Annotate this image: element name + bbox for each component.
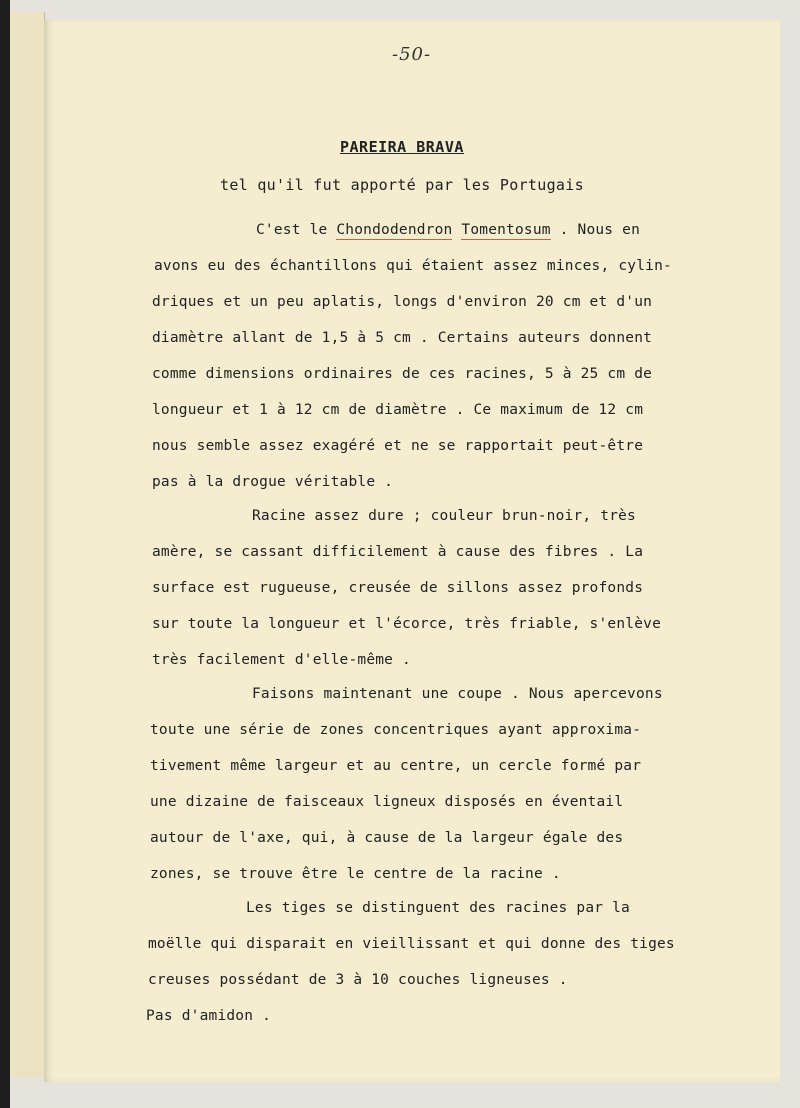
page-subtitle: tel qu'il fut apporté par les Portugais [220,176,584,194]
text-line: Racine assez dure ; couleur brun-noir, très [252,508,636,524]
page-number: -50- [392,44,432,65]
page-title: PAREIRA BRAVA [340,138,464,156]
text-line: nous semble assez exagéré et ne se rapportait peut-être [152,438,644,454]
underlined-species-name: Tomentosum [461,222,551,238]
text-line [256,222,640,238]
text-line: diamètre allant de 1,5 à 5 cm . Certains auteurs donnent [152,330,653,346]
text-line: comme dimensions ordinaires de ces racines, 5 à 25 cm de [152,366,653,382]
text-line: sur toute la longueur et l'écorce, très friable, s'enlève [152,616,661,632]
underlined-species-genus: Chondodendron [336,222,453,238]
text-line: autour de l'axe, qui, à cause de la largeur égale des [150,830,624,846]
text-segment: . Nous en [550,222,641,238]
text-line: Les tiges se distinguent des racines par la [246,900,630,916]
text-line: Pas d'amidon . [146,1008,272,1024]
text-line: driques et un peu aplatis, longs d'environ 20 cm et d'un [152,294,653,310]
document-page [44,20,780,1082]
text-line: Faisons maintenant une coupe . Nous apercevons [252,686,663,702]
text-line: avons eu des échantillons qui étaient assez minces, cylin- [154,258,672,274]
text-line: creuses possédant de 3 à 10 couches ligneuses . [148,972,568,988]
scan-edge [0,0,10,1108]
text-line: amère, se cassant difficilement à cause des fibres . La [152,544,644,560]
text-line: surface est rugueuse, creusée de sillons assez profonds [152,580,644,596]
text-line: longueur et 1 à 12 cm de diamètre . Ce maximum de 12 cm [152,402,644,418]
text-segment: C'est le [256,222,337,238]
previous-page-edge [10,12,45,1077]
text-line: zones, se trouve être le centre de la racine . [150,866,561,882]
text-line: pas à la drogue véritable . [152,474,394,490]
text-line: une dizaine de faisceaux ligneux disposés en éventail [150,794,624,810]
text-line: toute une série de zones concentriques ayant approxima- [150,722,642,738]
text-line: tivement même largeur et au centre, un cercle formé par [150,758,642,774]
text-line: moëlle qui disparait en vieillissant et qui donne des tiges [148,936,675,952]
text-line: très facilement d'elle-même . [152,652,411,668]
